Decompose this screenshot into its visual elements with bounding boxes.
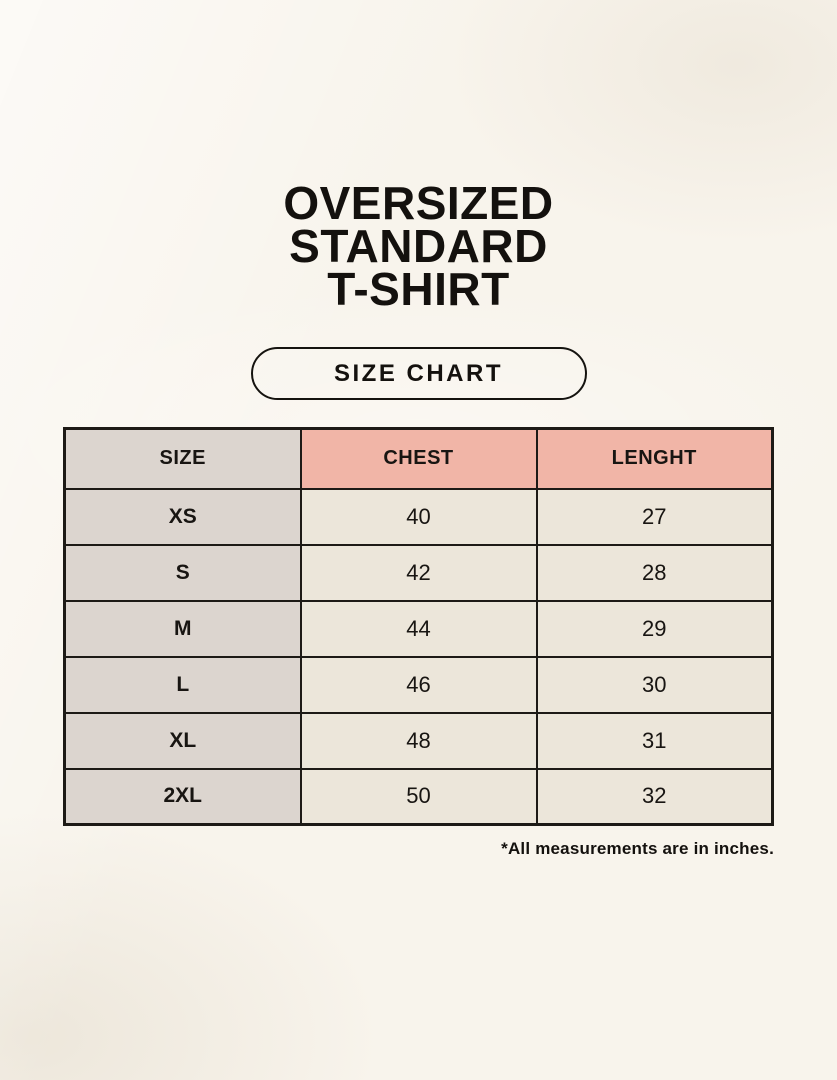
title-line-1: OVERSIZED (283, 177, 554, 229)
page-title (0, 0, 837, 315)
size-value: M (65, 601, 301, 657)
chest-value: 46 (301, 657, 537, 713)
chest-value: 48 (301, 713, 537, 769)
table-row-m (65, 601, 773, 657)
size-value: XS (65, 489, 301, 545)
chest-value: 44 (301, 601, 537, 657)
size-value: L (65, 657, 301, 713)
length-value: 31 (537, 713, 773, 769)
table-row-xl (65, 713, 773, 769)
table-row-l (65, 657, 773, 713)
length-value: 27 (537, 489, 773, 545)
table-row-2xl (65, 769, 773, 825)
size-table-body (65, 489, 773, 825)
measurements-footnote: *All measurements are in inches. (501, 839, 774, 858)
chest-value: 42 (301, 545, 537, 601)
column-header-size: SIZE (65, 429, 301, 489)
table-row-s (65, 545, 773, 601)
size-table-header (65, 429, 773, 489)
length-value: 32 (537, 769, 773, 825)
length-value: 30 (537, 657, 773, 713)
title-line-2: STANDARD (289, 220, 548, 272)
size-value: XL (65, 713, 301, 769)
chest-value: 50 (301, 769, 537, 825)
size-value: 2XL (65, 769, 301, 825)
size-value: S (65, 545, 301, 601)
column-header-length: LENGHT (537, 429, 773, 489)
header-row (65, 429, 773, 489)
size-table (63, 427, 774, 826)
size-chart-badge (251, 347, 587, 400)
length-value: 28 (537, 545, 773, 601)
length-value: 29 (537, 601, 773, 657)
title-line-3: T-SHIRT (327, 263, 510, 315)
size-chart-badge-label: SIZE CHART (334, 359, 503, 387)
column-header-chest: CHEST (301, 429, 537, 489)
table-row-xs (65, 489, 773, 545)
chest-value: 40 (301, 489, 537, 545)
